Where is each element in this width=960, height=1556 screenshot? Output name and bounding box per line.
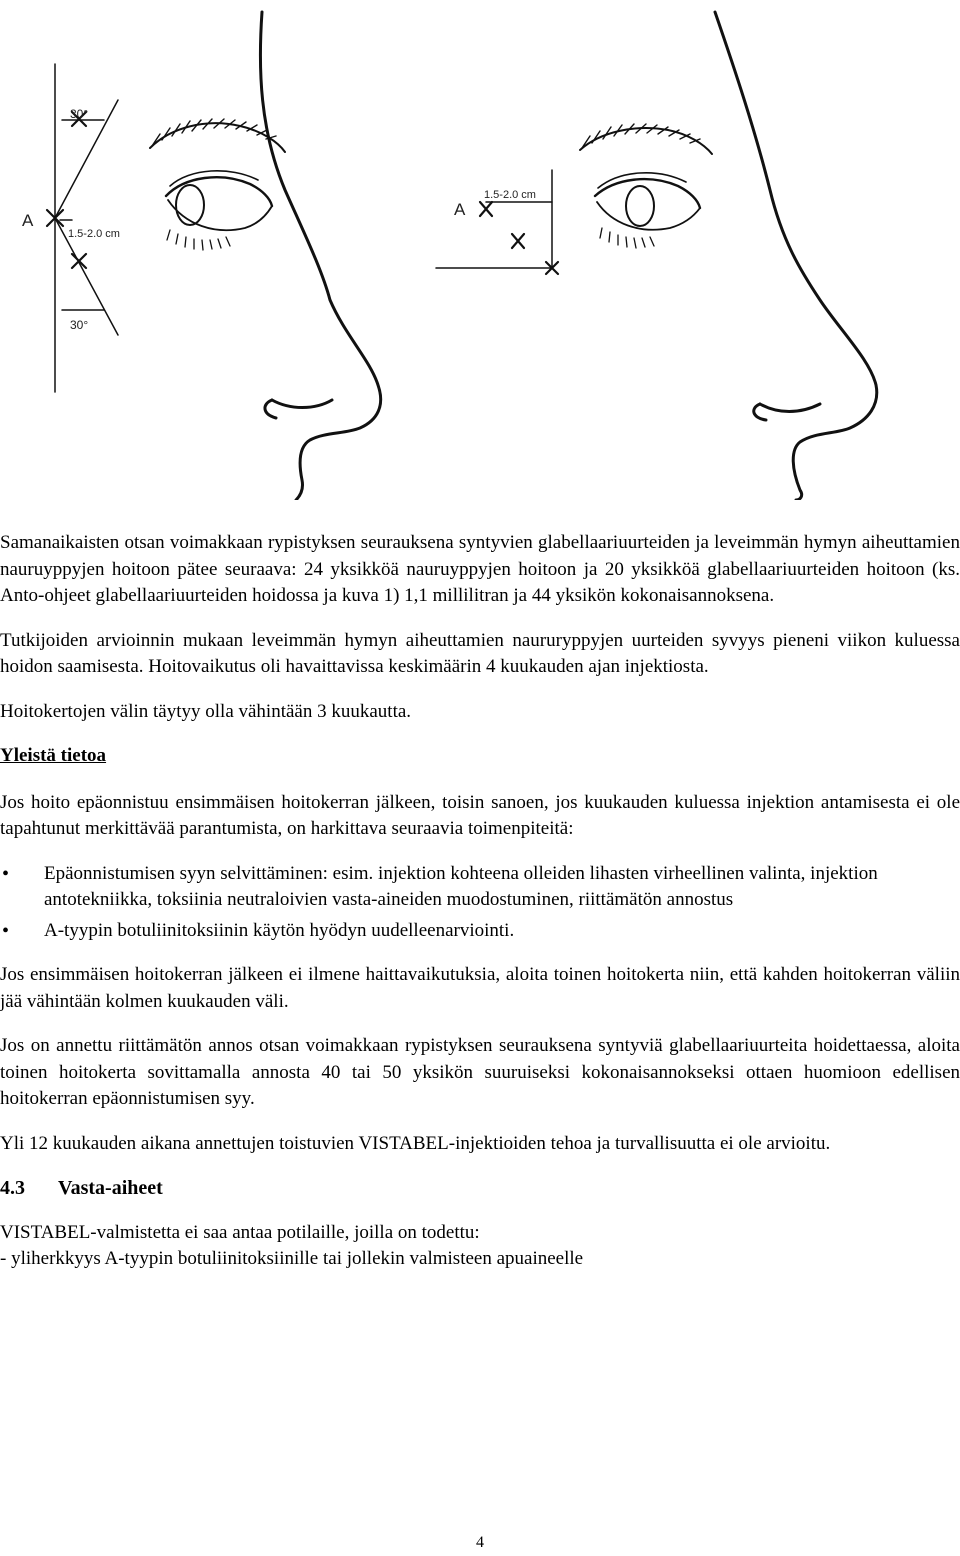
right-iris xyxy=(626,186,654,226)
left-upper-eyelid xyxy=(166,177,272,206)
paragraph-second-treatment: Jos ensimmäisen hoitokerran jälkeen ei ilmene haittavaikutuksia, aloita toinen hoitokerta niin, että kahden hoitokerran väliin jää vähintään kolmen kuukauden väli. xyxy=(0,964,960,1012)
heading-general-information: Yleistä tietoa xyxy=(0,745,107,766)
face-profile-illustrations xyxy=(0,0,960,500)
section-number: 4.3 xyxy=(0,1177,25,1199)
right-lower-lashes xyxy=(600,228,654,248)
right-eyebrow-hairs xyxy=(582,124,700,148)
left-distance-label: 1.5-2.0 cm xyxy=(68,228,120,240)
right-face-outline xyxy=(715,12,877,500)
paragraph-treatment-interval: Hoitokertojen välin täytyy olla vähintään 3 kuukautta. xyxy=(0,700,412,722)
right-nostril xyxy=(760,404,820,412)
left-angle-bottom-label: 30° xyxy=(70,318,89,332)
left-lower-eyelid xyxy=(168,200,272,230)
right-distance-label: 1.5-2.0 cm xyxy=(484,189,536,201)
right-x-mark-a xyxy=(480,202,492,216)
section-heading-contraindications xyxy=(0,1175,960,1202)
paragraph-insufficient-dose: Jos on annettu riittämätön annos otsan voimakkaan rypistyksen seurauksena syntyviä glabellaariuurteita hoidettaessa, aloita toinen hoitokerta sovittamalla annosta 40 tai 50 yksikön suuruiseksi kokonaisannokseksi ottaen huomioon edellisen hoitokerran epäonnistumisen syy. xyxy=(0,1035,960,1109)
left-nostril xyxy=(272,400,332,408)
right-lower-eyelid xyxy=(597,202,700,230)
document-body xyxy=(0,530,960,1273)
left-face-outline xyxy=(260,12,380,500)
bullet-list-measures xyxy=(0,861,960,945)
paragraph-combined-treatment: Samanaikaisten otsan voimakkaan rypistyksen seurauksena syntyvien glabellaariuurteiden ja leveimmän hymyn aiheuttamien nauruyppyjen hoitoon pätee seuraava: 24 yksikköä nauruyppyjen hoitoon ja 20 yksikköä glabellaariuurteiden hoitoon (ks. Anto-ohjeet glabellaariuurteiden hoidossa ja kuva 1) 1,1 millilitran ja 44 yksikön kokonaisannoksena. xyxy=(0,532,960,606)
right-upper-eyelid xyxy=(595,179,700,208)
list-item: • Epäonnistumisen syyn selvittäminen: esim. injektion kohteena olleiden lihasten virheellinen valinta, injektion antotekniikka, toksiinia neutraloivien vasta-aineiden muodostuminen, riittämätön annostus xyxy=(0,861,960,914)
left-iris xyxy=(176,185,204,225)
left-x-mark-lower xyxy=(72,254,86,268)
paragraph-repeated-injections: Yli 12 kuukauden aikana annettujen toistuvien VISTABEL-injektioiden tehoa ja turvallisuutta ei ole arvioitu. xyxy=(0,1132,831,1154)
right-x-mark-middle xyxy=(512,234,524,248)
paragraph-contraindications-intro: VISTABEL-valmistetta ei saa antaa potilaille, joilla on todettu: xyxy=(0,1221,480,1243)
list-item: • A-tyypin botuliinitoksiinin käytön hyödyn uudelleenarviointi. xyxy=(0,918,960,945)
paragraph-investigator-assessment: Tutkijoiden arvioinnin mukaan leveimmän hymyn aiheuttamien naururyppyjen uurteiden syvyys pieneni viikon kuluessa hoidon saamisesta. Hoitovaikutus oli havaittavissa keskimäärin 4 kuukauden ajan injektiosta. xyxy=(0,629,960,677)
right-point-a-label: A xyxy=(454,200,466,219)
left-lower-lashes xyxy=(167,230,230,250)
paragraph-contraindications-item: - yliherkkyys A-tyypin botuliinitoksiinille tai jollekin valmisteen apuaineelle xyxy=(0,1248,584,1269)
page-number: 4 xyxy=(476,1534,484,1551)
paragraph-treatment-failure: Jos hoito epäonnistuu ensimmäisen hoitokerran jälkeen, toisin sanoen, jos kuukauden kuluessa injektion antamisesta ei ole tapahtunut merkittävää parantumista, on harkittava seuraavia toimenpiteitä: xyxy=(0,791,960,839)
left-angle-top-label: 30° xyxy=(70,107,89,121)
injection-site-figure xyxy=(0,0,960,500)
left-point-a-label: A xyxy=(22,211,34,230)
section-title: Vasta-aiheet xyxy=(58,1177,163,1199)
